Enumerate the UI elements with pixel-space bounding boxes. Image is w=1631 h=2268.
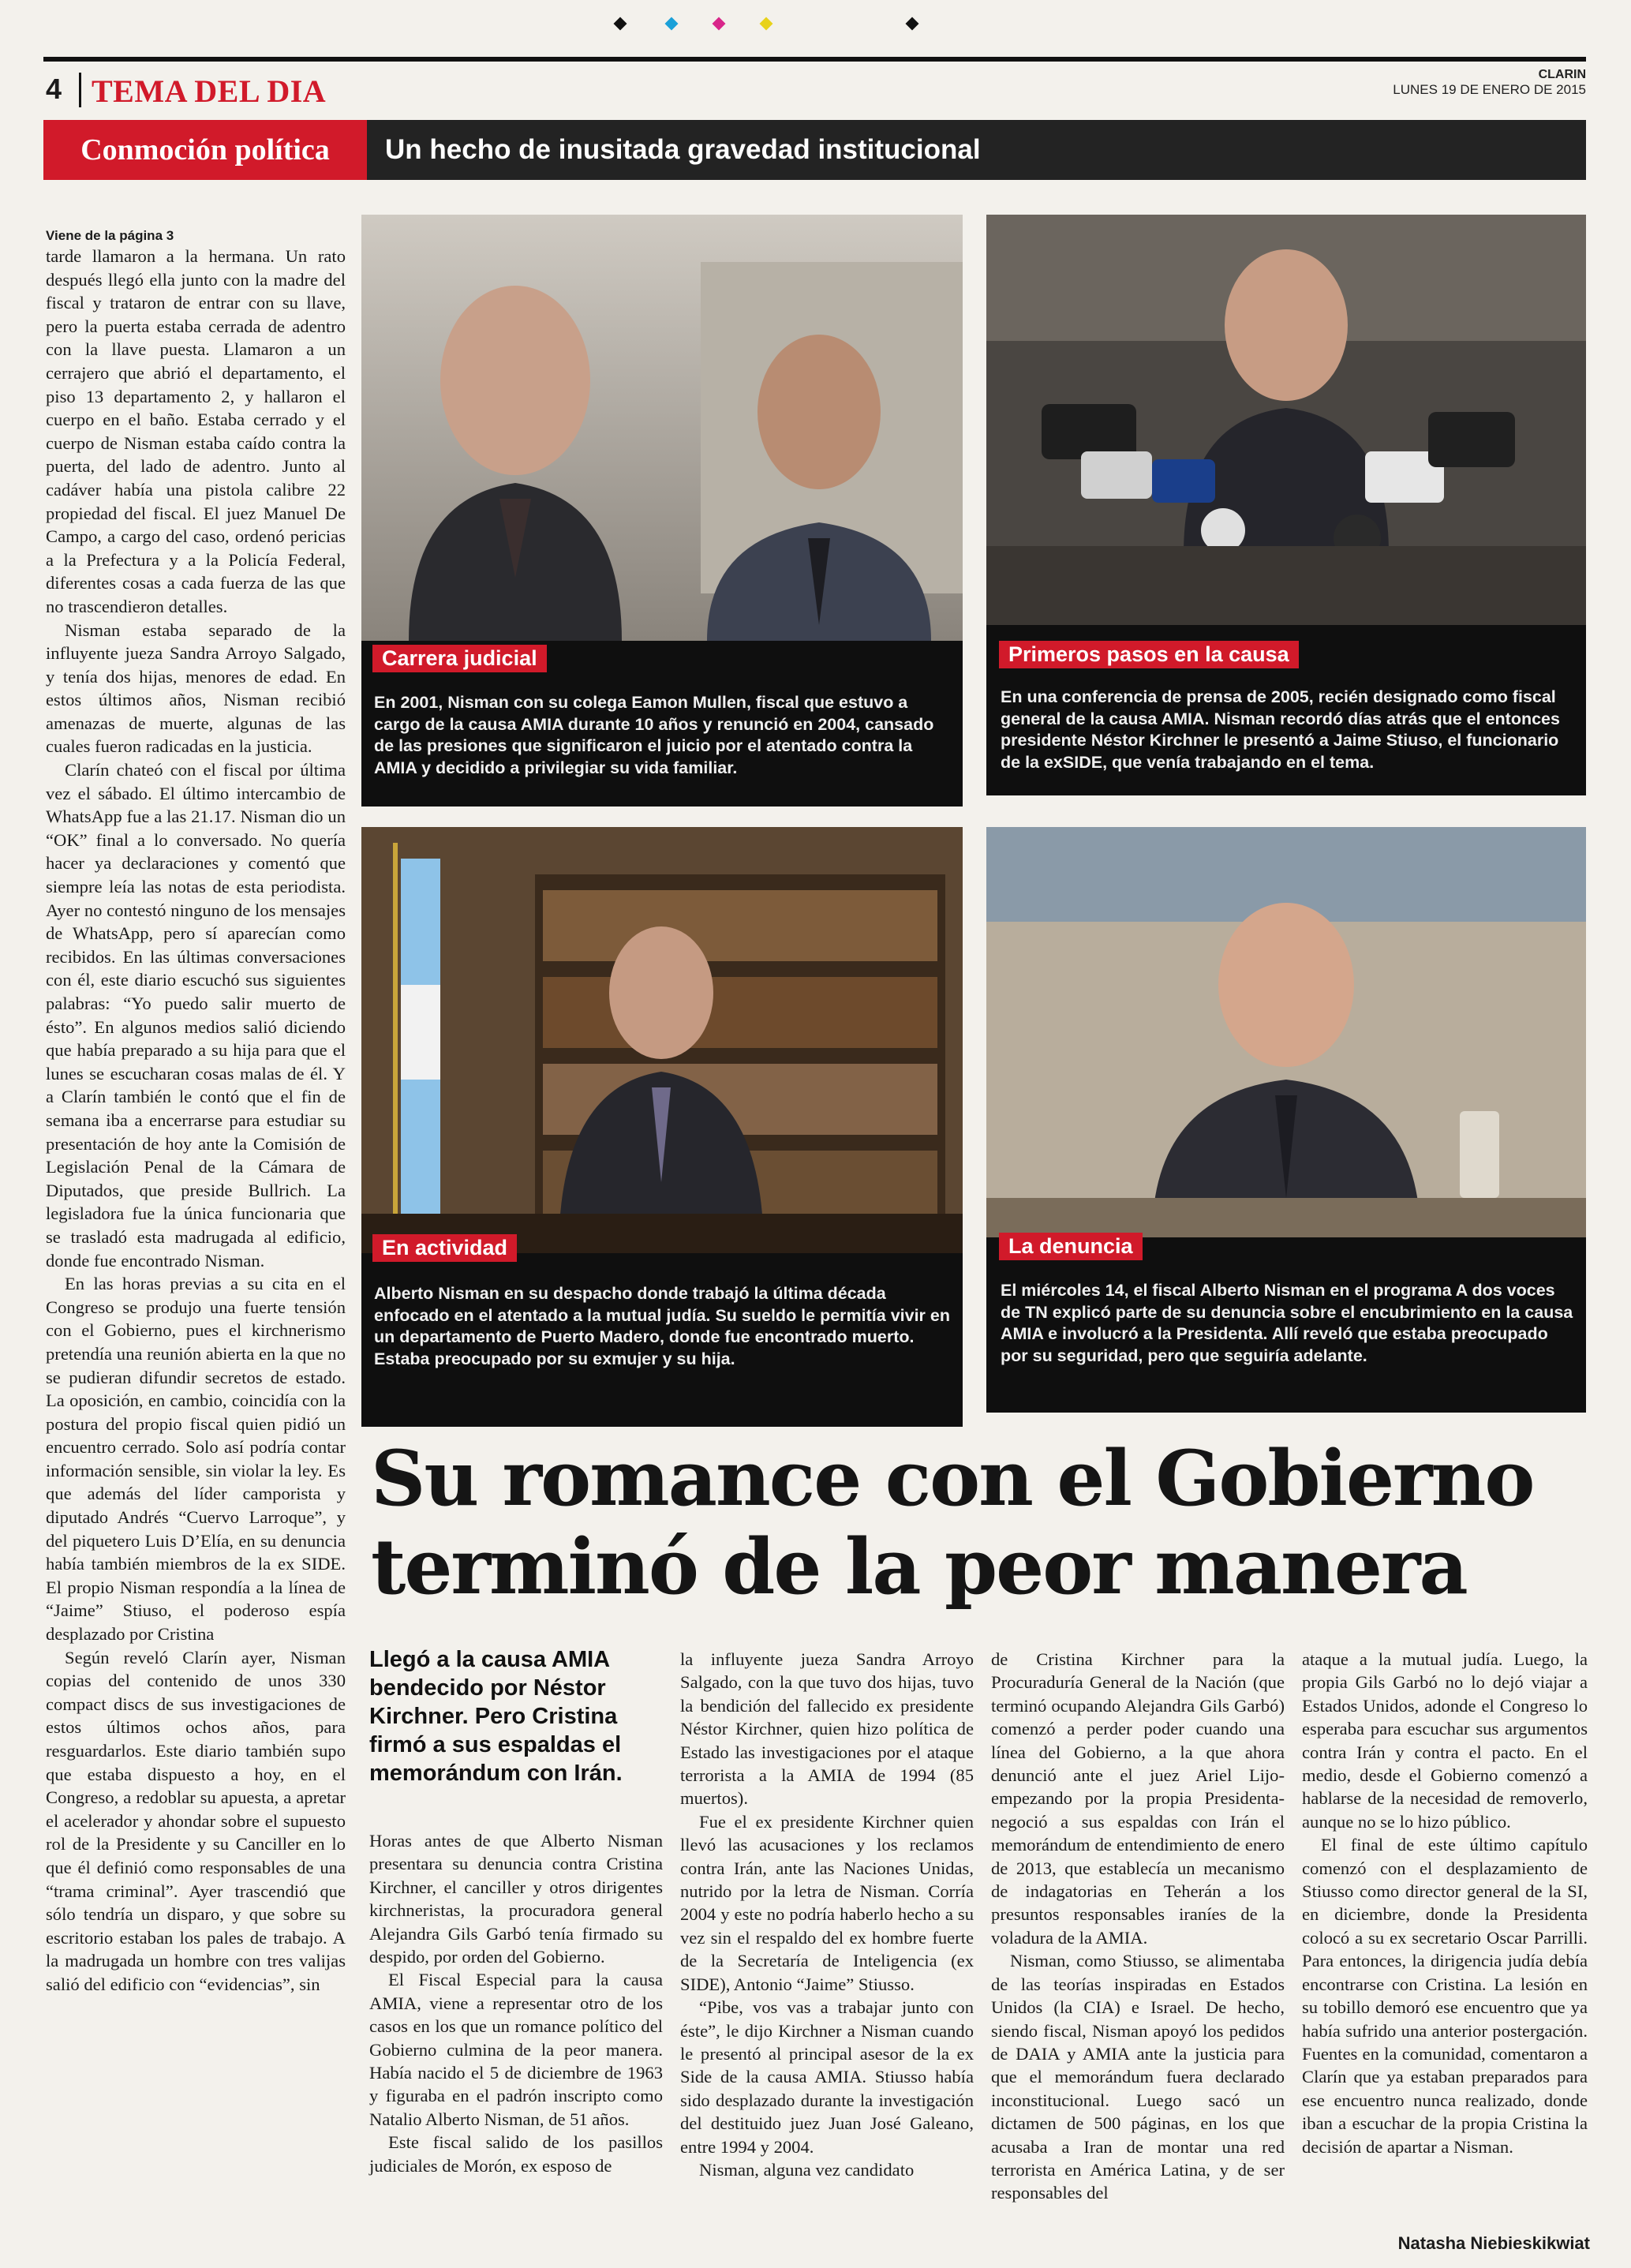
registration-mark-black-2 xyxy=(906,17,919,31)
photo-la-denuncia xyxy=(986,827,1586,1413)
left-column xyxy=(46,227,346,1997)
banner-title: Un hecho de inusitada gravedad institucional xyxy=(385,134,981,165)
photo-carrera-judicial xyxy=(361,215,963,807)
article-paragraph: Este fiscal salido de los pasillos judiciales de Morón, ex esposo de xyxy=(369,2132,663,2176)
caption-text: En 2001, Nisman con su colega Eamon Mullen, fiscal que estuvo a cargo de la causa AMIA durante 10 años y renunció en 2004, cansado de las presiones que significaron el juicio por el atentado contra la AMIA y decidido a privilegiar su vida familiar. xyxy=(374,693,934,777)
left-paragraph: tarde llamaron a la hermana. Un rato después llegó ella junto con la madre del fiscal y trataron de entrar con su llave, pero la puerta estaba cerrada de adentro con la llave puesta. Llamaron a un cerrajero que abrió el departamento, el piso 13 departamento 2, y hallaron el cuerpo en el baño. Estaba cerrado y el cuerpo de Nisman estaba caído contra la puerta, del lado de adentro. Junto al cadáver había una pistola calibre 22 propiedad del fiscal. El juez Manuel De Campo, a cargo del caso, ordenó pericias a la Prefectura y a la Policía Federal, diferentes cosas a cada fuerza de las que no trascendieron detalles. xyxy=(46,246,346,616)
article-column-2 xyxy=(680,1648,974,2181)
registration-mark-black xyxy=(614,17,627,31)
article-paragraph: de Cristina Kirchner para la Procuraduría General de la Nación (que terminó ocupando Alejandra Gils Garbó) comenzó a perder poder cuando una línea del Gobierno, a la que ahora denunció ante el juez Ariel Lijo-empezando por la propia Presidenta- negoció a sus espaldas con Irán el memorándum de entendimiento de enero de 2013, que establecía un mecanismo de indagatorias en Teherán a los presuntos responsables iraníes de la voladura de la AMIA. xyxy=(991,1649,1285,1948)
continued-from: Viene de la página 3 xyxy=(46,228,174,243)
paper-meta xyxy=(1393,68,1586,98)
byline: Natasha Niebieskikwiat xyxy=(1397,2233,1590,2253)
banner-kicker: Conmoción política xyxy=(43,120,367,180)
left-paragraph: Clarín chateó con el fiscal por última vez el sábado. El último intercambio de WhatsApp fue a las 21.17. Nisman dio un “OK” final a lo conversado. No quería hacer ya declaraciones y comentó que siempre leía las notas de esta periodista. Ayer no contestó ninguno de los mensajes de WhatsApp, pero sí aparecían como recibidos. En las últimas conversaciones con él, este diario escuchó sus siguientes palabras: “Yo puedo salir muerto de ésto”. En algunos medios salió diciendo que había preparado a su hija para que el lunes se escucharan cosas malas de él. Y a Clarín también le contó que el fin de semana iba a encerrarse para estudiar su presentación de hoy ante la Comisión de Legislación Penal de la Cámara de Diputados, que preside Bullrich. La legisladora fue la única funcionaria que se trasladó esta madrugada al edificio, donde fue encontrado Nisman. xyxy=(46,760,346,1271)
registration-mark-cyan xyxy=(665,17,679,31)
article-paragraph: Horas antes de que Alberto Nisman presentara su denuncia contra Cristina Kirchner, el canciller y otros dirigentes kirchneristas, la procuradora general Alejandra Gils Garbó tenía firmado su despido, por orden del Gobierno. xyxy=(369,1831,663,1967)
photo-en-actividad xyxy=(361,827,963,1427)
article-column-3 xyxy=(991,1648,1285,2205)
left-paragraph: Nisman estaba separado de la influyente jueza Sandra Arroyo Salgado, y tenía dos hijas, menores de edad. En estos últimos años, Nisman recibió amenazas de muerte, algunas de las cuales fueron radicadas en la justicia. xyxy=(46,619,346,757)
page-number: 4 xyxy=(46,73,62,105)
photo-primeros-pasos xyxy=(986,215,1586,795)
caption-text: Alberto Nisman en su despacho donde trabajó la última década enfocado en el atentado a la mutual judía. Su sueldo le permitía vivir en un departamento de Puerto Madero, donde fue encontrado muerto. Estaba preocupado por su exmujer y su hija. xyxy=(374,1284,950,1368)
article-paragraph: la influyente jueza Sandra Arroyo Salgado, con la que tuvo dos hijas, tuvo la bendición del fallecido ex presidente Néstor Kirchner, quien hizo política de Estado las investigaciones por el ataque terrorista a la AMIA de 1994 (85 muertos). xyxy=(680,1649,974,1809)
article-paragraph: ataque a la mutual judía. Luego, la propia Gils Garbó no lo dejó viajar a Estados Unidos, adonde el Congreso lo esperaba para escuchar sus argumentos contra Irán y contra el pacto. En el medio, desde el Gobierno comenzó a hablarse de la necesidad de removerlo, aunque no se lo hizo público. xyxy=(1302,1649,1588,1832)
paper-name: CLARIN xyxy=(1538,68,1586,81)
registration-mark-magenta xyxy=(713,17,726,31)
top-rule xyxy=(43,57,1586,62)
headline-line-1: Su romance con el Gobierno xyxy=(371,1434,1534,1523)
article-paragraph: El Fiscal Especial para la causa AMIA, viene a representar otro de los casos en los que un romance político del Gobierno culmina de la peor manera. Había nacido el 5 de diciembre de 1963 y figuraba en el padrón inscripto como Natalio Alberto Nisman, de 51 años. xyxy=(369,1970,663,2129)
article-column-4 xyxy=(1302,1648,1588,2158)
left-paragraph: Según reveló Clarín ayer, Nisman copias del contenido de unos 330 compact discs de sus investigaciones de estos últimos ochos años, para resguardarlos. Este diario también supo que estaba dispuesto a hoy, en el Congreso, a redoblar su apuesta, a apretar el acelerador y ahondar sobre el supuesto rol de la Presidente y su Canciller en lo que él definió como responsables de una “trama criminal”. Ayer trascendió que sólo tendría un disparo, y que sobre su escritorio estaban los pales de trabajo. A la madrugada un hombre con tres valijas salió del edificio con “evidencias”, sin xyxy=(46,1647,346,1994)
article-paragraph: “Pibe, vos vas a trabajar junto con éste”, le dijo Kirchner a Nisman cuando le presentó al principal asesor de la ex Side de la causa AMIA. Stiusso había sido desplazado durante la investigación del destituido juez Juan José Galeano, entre 1994 y 2004. xyxy=(680,1997,974,2157)
section-name: TEMA DEL DIA xyxy=(92,73,327,109)
article-paragraph: Nisman, como Stiusso, se alimentaba de las teorías inspiradas en Estados Unidos (la CIA) e Israel. De hecho, siendo fiscal, Nisman apoyó los pedidos de DAIA y AMIA ante la justicia para que el memorándum fuera declarado inconstitucional. Luego sacó un dictamen de 500 páginas, en los que acusaba a Iran de montar una red terrorista en América Latina, y de ser responsables del xyxy=(991,1951,1285,2203)
caption-tag: La denuncia xyxy=(999,1233,1143,1260)
article-column-1 xyxy=(369,1829,663,2177)
left-paragraph: En las horas previas a su cita en el Congreso se produjo una fuerte tensión con el Gobierno, pues el kirchnerismo pretendía una reunión abierta en la que no se pudieran difundir secretos de estado. La oposición, en cambio, coincidía con la postura del propio fiscal quien pidió un encuentro cerrado. Solo así podría contar información sensible, sin violar la ley. Es que además del líder camporista y diputado Andrés “Cuervo Larroque”, y del piquetero Luis D’Elía, en su denuncia había también miembros de la ex SIDE. El propio Nisman respondía a la línea de “Jaime” Stiuso, el poderoso espía desplazado por Cristina xyxy=(46,1274,346,1645)
article-paragraph: Nisman, alguna vez candidato xyxy=(699,2159,915,2180)
caption-text: En una conferencia de prensa de 2005, recién designado como fiscal general de la causa AMIA. Nisman recordó días atrás que el entonces presidente Néstor Kirchner le presentó a Jaime Stiuso, el funcionario de la exSIDE, que venía trabajando en el tema. xyxy=(1001,687,1560,772)
caption-tag: En actividad xyxy=(372,1234,517,1262)
page-number-separator xyxy=(79,73,81,107)
caption-text: El miércoles 14, el fiscal Alberto Nisman en el programa A dos voces de TN explicó parte de su denuncia sobre el encubrimiento en la causa AMIA e involucró a la Presidenta. Allí reveló que estaba preocupado por su seguridad, pero que seguiría adelante. xyxy=(1001,1281,1573,1365)
headline-line-2: terminó de la peor manera xyxy=(371,1522,1467,1611)
article-paragraph: Fue el ex presidente Kirchner quien llevó las acusaciones y los reclamos contra Irán, ante las Naciones Unidas, nutrido por la letra de Nisman. Corría 2004 y este no podría haberlo hecho a su vez sin el respaldo del ex hombre fuerte de la Secretaría de Inteligencia (ex SIDE), Antonio “Jaime” Stiusso. xyxy=(680,1811,974,1994)
article-headline xyxy=(371,1435,1602,1611)
caption-tag: Carrera judicial xyxy=(372,645,547,672)
paper-date: LUNES 19 DE ENERO DE 2015 xyxy=(1393,82,1586,97)
registration-mark-yellow xyxy=(760,17,773,31)
caption-tag: Primeros pasos en la causa xyxy=(999,641,1299,668)
article-paragraph: El final de este último capítulo comenzó con el desplazamiento de Stiusso como director general de la SI, en diciembre, donde la Presidenta colocó a su ex secretario Oscar Parrilli. Para entonces, la dirigencia judía debía encontrarse con Cristina. La lesión en su tobillo demoró ese encuentro que ya había sufrido una anterior postergación. Fuentes en la comunidad, comentaron a Clarín que ya estaban preparados para ese encuentro nunca realizado, donde iban a escuchar de la propia Cristina la decisión de apartar a Nisman. xyxy=(1302,1835,1588,2157)
article-deck: Llegó a la causa AMIA bendecido por Néstor Kirchner. Pero Cristina firmó a sus espaldas el memorándum con Irán. xyxy=(369,1647,623,1786)
